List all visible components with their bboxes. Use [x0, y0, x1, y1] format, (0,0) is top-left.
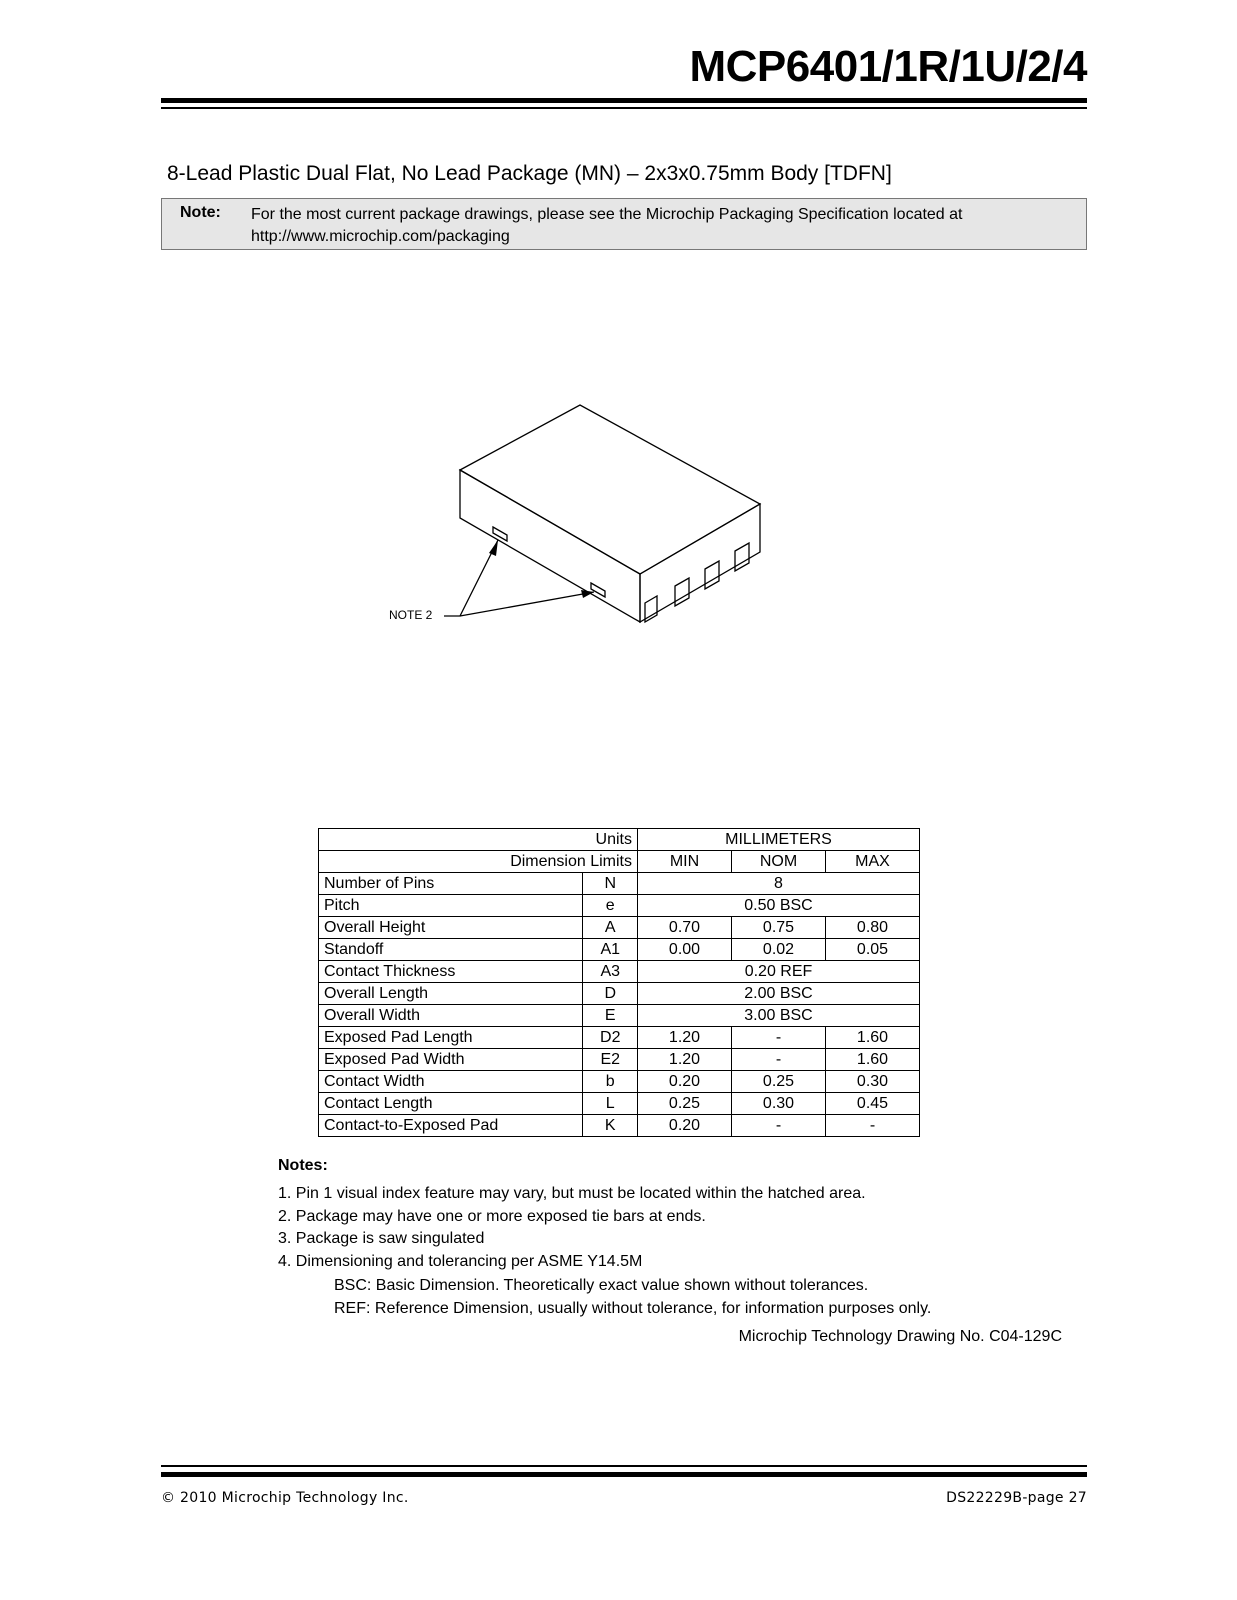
dimension-symbol: E — [583, 1005, 638, 1027]
note-item: 4. Dimensioning and tolerancing per ASME Y14.5M — [278, 1252, 643, 1270]
note-item: 2. Package may have one or more exposed tie bars at ends. — [278, 1207, 706, 1225]
dimension-min: 0.70 — [638, 917, 732, 939]
dimension-min: 1.20 — [638, 1027, 732, 1049]
table-row — [319, 895, 920, 917]
dimension-symbol: b — [583, 1071, 638, 1093]
note-link[interactable]: http://www.microchip.com/packaging — [251, 228, 510, 245]
table-row — [319, 1093, 920, 1115]
package-drawing — [380, 395, 780, 635]
dimension-symbol: E2 — [583, 1049, 638, 1071]
dimension-nom: 0.25 — [732, 1071, 826, 1093]
dimension-value: 3.00 BSC — [638, 1005, 920, 1027]
ref-definition: REF: Reference Dimension, usually without tolerance, for information purposes only. — [334, 1299, 932, 1317]
page-title: MCP6401/1R/1U/2/4 — [689, 42, 1087, 91]
dimension-name: Contact-to-Exposed Pad — [319, 1115, 583, 1137]
table-row — [319, 873, 920, 895]
copyright: © 2010 Microchip Technology Inc. — [161, 1490, 409, 1506]
col-nom: NOM — [732, 851, 826, 873]
package-top-face — [460, 405, 760, 574]
dimension-value: 2.00 BSC — [638, 983, 920, 1005]
dimension-max: 1.60 — [826, 1027, 920, 1049]
table-header-row — [319, 829, 920, 851]
footer-rule-thin — [161, 1465, 1087, 1467]
dimension-min: 0.25 — [638, 1093, 732, 1115]
dimension-min: 0.20 — [638, 1071, 732, 1093]
dimension-name: Contact Thickness — [319, 961, 583, 983]
dimension-max: 0.45 — [826, 1093, 920, 1115]
dimension-nom: 0.75 — [732, 917, 826, 939]
drawing-number: Microchip Technology Drawing No. C04-129C — [738, 1328, 1062, 1345]
dimension-symbol: A — [583, 917, 638, 939]
contact-pad — [705, 561, 719, 589]
note-box — [161, 198, 1087, 250]
dimension-nom: - — [732, 1115, 826, 1137]
dimension-max: 0.80 — [826, 917, 920, 939]
page-number: DS22229B-page 27 — [946, 1490, 1087, 1506]
leader-line — [444, 540, 498, 616]
header-rule-thick — [161, 98, 1087, 103]
table-row — [319, 1049, 920, 1071]
dimension-symbol: D2 — [583, 1027, 638, 1049]
dimension-table — [318, 828, 920, 1137]
table-row — [319, 1027, 920, 1049]
note-line-1: For the most current package drawings, please see the Microchip Packaging Specification located at — [251, 206, 963, 223]
table-row — [319, 1115, 920, 1137]
dimension-name: Contact Length — [319, 1093, 583, 1115]
dimension-max: - — [826, 1115, 920, 1137]
table-row — [319, 917, 920, 939]
table-row — [319, 961, 920, 983]
dimension-name: Contact Width — [319, 1071, 583, 1093]
contact-pad — [735, 543, 749, 571]
dimension-name: Pitch — [319, 895, 583, 917]
notes-heading: Notes: — [278, 1157, 328, 1174]
bsc-definition: BSC: Basic Dimension. Theoretically exact value shown without tolerances. — [334, 1277, 869, 1294]
notes-list — [278, 1183, 866, 1273]
dimension-name: Standoff — [319, 939, 583, 961]
notes-definitions — [334, 1275, 931, 1320]
dimension-value: 8 — [638, 873, 920, 895]
dimension-value: 0.50 BSC — [638, 895, 920, 917]
dimension-name: Exposed Pad Length — [319, 1027, 583, 1049]
note-item: 1. Pin 1 visual index feature may vary, but must be located within the hatched area. — [278, 1185, 866, 1202]
dimension-symbol: L — [583, 1093, 638, 1115]
dimension-name: Overall Length — [319, 983, 583, 1005]
limits-label: Dimension Limits — [319, 851, 638, 873]
dimension-min: 0.20 — [638, 1115, 732, 1137]
units-value: MILLIMETERS — [638, 829, 920, 851]
col-min: MIN — [638, 851, 732, 873]
dimension-symbol: A1 — [583, 939, 638, 961]
note-2-callout: NOTE 2 — [389, 608, 433, 622]
dimension-name: Overall Height — [319, 917, 583, 939]
package-front-face — [460, 470, 640, 622]
dimension-max: 1.60 — [826, 1049, 920, 1071]
dimension-value: 0.20 REF — [638, 961, 920, 983]
dimension-name: Number of Pins — [319, 873, 583, 895]
leader-arrowhead — [489, 540, 498, 556]
units-label: Units — [319, 829, 638, 851]
table-row — [319, 1071, 920, 1093]
dimension-max: 0.30 — [826, 1071, 920, 1093]
dimension-name: Overall Width — [319, 1005, 583, 1027]
header-rule-thin — [161, 107, 1087, 109]
note-item: 3. Package is saw singulated — [278, 1230, 485, 1247]
footer-rule-thick — [161, 1472, 1087, 1477]
dimension-nom: 0.02 — [732, 939, 826, 961]
dimension-min: 0.00 — [638, 939, 732, 961]
package-title: 8-Lead Plastic Dual Flat, No Lead Package (MN) – 2x3x0.75mm Body [TDFN] — [167, 162, 892, 185]
dimension-symbol: K — [583, 1115, 638, 1137]
dimension-symbol: D — [583, 983, 638, 1005]
dimension-max: 0.05 — [826, 939, 920, 961]
leader-line — [460, 592, 594, 616]
dimension-symbol: N — [583, 873, 638, 895]
table-header-row — [319, 851, 920, 873]
dimension-symbol: e — [583, 895, 638, 917]
dimension-name: Exposed Pad Width — [319, 1049, 583, 1071]
package-side-face — [640, 504, 760, 622]
table-row — [319, 939, 920, 961]
dimension-symbol: A3 — [583, 961, 638, 983]
dimension-min: 1.20 — [638, 1049, 732, 1071]
table-row — [319, 1005, 920, 1027]
note-text — [251, 204, 963, 248]
dimension-nom: - — [732, 1027, 826, 1049]
dimension-nom: 0.30 — [732, 1093, 826, 1115]
col-max: MAX — [826, 851, 920, 873]
table-row — [319, 983, 920, 1005]
dimension-nom: - — [732, 1049, 826, 1071]
contact-pad — [675, 578, 689, 606]
note-label: Note: — [180, 204, 221, 221]
